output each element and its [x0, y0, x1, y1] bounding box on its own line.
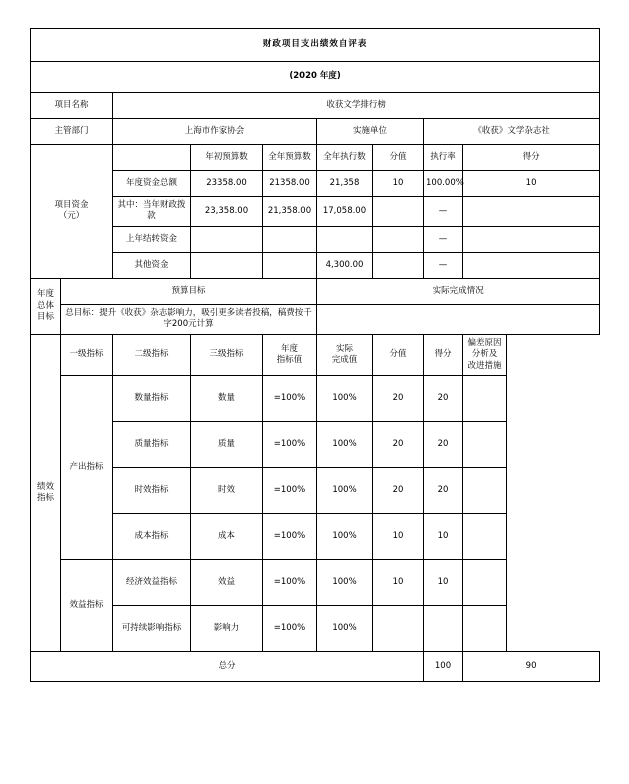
indicators-group-0-row-2-score-value: 20: [373, 468, 424, 514]
funds-row-appropriation: [31, 197, 600, 227]
indicators-group-0-row-3-actual: 100%: [317, 514, 373, 560]
funds-name-header: [113, 145, 191, 171]
funds-row-label-line1: 项目资金: [54, 200, 89, 210]
funds-row-3-name: 其他资金: [113, 252, 191, 278]
department-row: [31, 119, 600, 145]
indicators-group-1-row-1-level3: 影响力: [191, 606, 263, 652]
indicator-row: [31, 468, 600, 514]
performance-self-evaluation-table: [30, 28, 600, 682]
funds-row-3-begin: [191, 252, 263, 278]
funds-exec-header: 全年执行数: [317, 145, 373, 171]
indicators-group-0-row-0-actual: 100%: [317, 376, 373, 422]
funds-row-2-year: [263, 226, 317, 252]
indicators-group-0-row-2-deviation: [463, 468, 507, 514]
annual-goal-actual-text: [317, 304, 600, 334]
indicators-group-1-row-1-score-value: [373, 606, 424, 652]
funds-row-0-score: 10: [463, 171, 600, 197]
indicators-group-0-row-3-deviation: [463, 514, 507, 560]
indicators-group-0-row-0-target: =100%: [263, 376, 317, 422]
annual-goal-actual-header: 实际完成情况: [317, 278, 600, 304]
indicators-level1-header: 一级指标: [61, 334, 113, 375]
indicators-group-0-row-1-actual: 100%: [317, 422, 373, 468]
annual-goal-side-label: [31, 278, 61, 334]
funds-score-value-header: 分值: [373, 145, 424, 171]
funds-row-2-exec: [317, 226, 373, 252]
funds-row-2-score: [463, 226, 600, 252]
annual-goal-side-label-line1: 年度: [36, 289, 54, 300]
indicators-group-0-row-1-target: =100%: [263, 422, 317, 468]
indicators-group-0-row-2-level3: 时效: [191, 468, 263, 514]
indicator-row: [31, 422, 600, 468]
annual-goal-side-label-line2: 总体: [36, 300, 54, 311]
project-name-value: 收获文学排行榜: [113, 93, 600, 119]
indicators-actual-header: [317, 334, 373, 375]
indicators-header-row: [31, 334, 600, 375]
indicators-score-value-header: 分值: [373, 334, 424, 375]
indicators-group-0-row-1-score-value: 20: [373, 422, 424, 468]
funds-row-label-line2: （元）: [58, 211, 85, 222]
indicator-row: [31, 606, 600, 652]
indicators-group-0-level1: 产出指标: [61, 376, 113, 560]
funds-row-0-exec: 21,358: [317, 171, 373, 197]
funds-row-1-score-value: [373, 197, 424, 227]
total-score-value: 100: [424, 652, 463, 682]
indicators-target-header-line1: 年度: [280, 343, 298, 354]
total-score: 90: [463, 652, 600, 682]
page-subtitle: (2020 年度): [31, 62, 600, 93]
indicators-deviation-header: [463, 334, 507, 375]
implementing-unit-label: 实施单位: [317, 119, 424, 145]
subtitle-row: [31, 62, 600, 93]
funds-row-3-year: [263, 252, 317, 278]
project-name-row: [31, 93, 600, 119]
indicators-group-0-row-1-level3: 质量: [191, 422, 263, 468]
funds-row-1-begin: 23,358.00: [191, 197, 263, 227]
funds-row-3-exec-rate: —: [424, 252, 463, 278]
implementing-unit-value: 《收获》文学杂志社: [424, 119, 600, 145]
indicators-group-0-row-3-level2: 成本指标: [113, 514, 191, 560]
indicators-side-label-line2: 指标: [36, 493, 54, 504]
indicators-group-0-row-0-level3: 数量: [191, 376, 263, 422]
indicators-target-header: [263, 334, 317, 375]
indicators-group-0-row-0-score-value: 20: [373, 376, 424, 422]
title-row: [31, 29, 600, 62]
funds-year-header: 全年预算数: [263, 145, 317, 171]
indicators-deviation-header-line1: 偏差原因分析及: [467, 337, 502, 360]
indicators-group-1-row-1-level2: 可持续影响指标: [113, 606, 191, 652]
indicators-group-1-row-1-score: [424, 606, 463, 652]
indicators-group-1-row-0-score: 10: [424, 560, 463, 606]
annual-goal-content-row: [31, 304, 600, 334]
indicators-group-1-row-1-target: =100%: [263, 606, 317, 652]
indicators-level3-header: 三级指标: [191, 334, 263, 375]
funds-row-3-exec: 4,300.00: [317, 252, 373, 278]
department-value: 上海市作家协会: [113, 119, 317, 145]
indicators-group-0-row-0-score: 20: [424, 376, 463, 422]
annual-goal-plan-text: 总目标：提升《收获》杂志影响力，吸引更多读者投稿，稿费按千字200元计算: [61, 304, 317, 334]
funds-row-1-year: 21,358.00: [263, 197, 317, 227]
annual-goal-side-label-line3: 目标: [36, 312, 54, 323]
total-row: [31, 652, 600, 682]
indicators-group-0-row-3-score-value: 10: [373, 514, 424, 560]
funds-row-2-exec-rate: —: [424, 226, 463, 252]
funds-row-2-begin: [191, 226, 263, 252]
funds-row-0-score-value: 10: [373, 171, 424, 197]
funds-row-0-exec-rate: 100.00%: [424, 171, 463, 197]
funds-row-3-score: [463, 252, 600, 278]
indicators-score-header: 得分: [424, 334, 463, 375]
indicators-group-0-row-0-level2: 数量指标: [113, 376, 191, 422]
project-name-label: 项目名称: [31, 93, 113, 119]
indicators-actual-header-line2: 完成值: [331, 355, 358, 366]
indicator-row: [31, 560, 600, 606]
total-label: 总分: [31, 652, 424, 682]
funds-row-0-name: 年度资金总额: [113, 171, 191, 197]
funds-exec-rate-header: 执行率: [424, 145, 463, 171]
funds-row-1-score: [463, 197, 600, 227]
page-title: 财政项目支出绩效自评表: [31, 29, 600, 62]
indicators-group-0-row-1-deviation: [463, 422, 507, 468]
indicators-group-0-row-1-score: 20: [424, 422, 463, 468]
indicators-deviation-header-line2: 改进措施: [467, 360, 502, 371]
funds-row-other: [31, 252, 600, 278]
funds-row-2-name: 上年结转资金: [113, 226, 191, 252]
funds-row-total: [31, 171, 600, 197]
indicators-group-1-level1: 效益指标: [61, 560, 113, 652]
indicators-group-1-row-0-deviation: [463, 560, 507, 606]
indicator-row: [31, 376, 600, 422]
indicators-group-0-row-0-deviation: [463, 376, 507, 422]
indicators-group-1-row-0-score-value: 10: [373, 560, 424, 606]
indicators-group-1-row-0-actual: 100%: [317, 560, 373, 606]
funds-header-row: [31, 145, 600, 171]
indicators-group-0-row-3-level3: 成本: [191, 514, 263, 560]
indicators-level2-header: 二级指标: [113, 334, 191, 375]
indicators-group-0-row-1-level2: 质量指标: [113, 422, 191, 468]
indicators-group-0-row-2-score: 20: [424, 468, 463, 514]
funds-row-1-name: 其中：当年财政拨款: [113, 197, 191, 227]
funds-row-0-year: 21358.00: [263, 171, 317, 197]
indicators-group-0-row-2-actual: 100%: [317, 468, 373, 514]
indicators-group-1-row-1-deviation: [463, 606, 507, 652]
funds-score-header: 得分: [463, 145, 600, 171]
indicators-side-label: [31, 334, 61, 651]
indicators-group-1-row-0-level2: 经济效益指标: [113, 560, 191, 606]
department-label: 主管部门: [31, 119, 113, 145]
indicator-row: [31, 514, 600, 560]
indicators-group-0-row-3-score: 10: [424, 514, 463, 560]
indicators-group-0-row-2-level2: 时效指标: [113, 468, 191, 514]
indicators-actual-header-line1: 实际: [335, 343, 353, 354]
indicators-side-label-line1: 绩效: [36, 481, 54, 492]
funds-row-3-score-value: [373, 252, 424, 278]
indicators-group-0-row-3-target: =100%: [263, 514, 317, 560]
indicators-group-1-row-1-actual: 100%: [317, 606, 373, 652]
indicators-group-1-row-0-target: =100%: [263, 560, 317, 606]
funds-row-0-begin: 23358.00: [191, 171, 263, 197]
funds-row-2-score-value: [373, 226, 424, 252]
funds-row-1-exec-rate: —: [424, 197, 463, 227]
indicators-target-header-line2: 指标值: [276, 355, 303, 366]
funds-begin-header: 年初预算数: [191, 145, 263, 171]
funds-row-carryover: [31, 226, 600, 252]
indicators-group-1-row-0-level3: 效益: [191, 560, 263, 606]
annual-goal-plan-header: 预算目标: [61, 278, 317, 304]
indicators-group-0-row-2-target: =100%: [263, 468, 317, 514]
funds-row-1-exec: 17,058.00: [317, 197, 373, 227]
funds-row-label: [31, 145, 113, 279]
annual-goal-header-row: [31, 278, 600, 304]
